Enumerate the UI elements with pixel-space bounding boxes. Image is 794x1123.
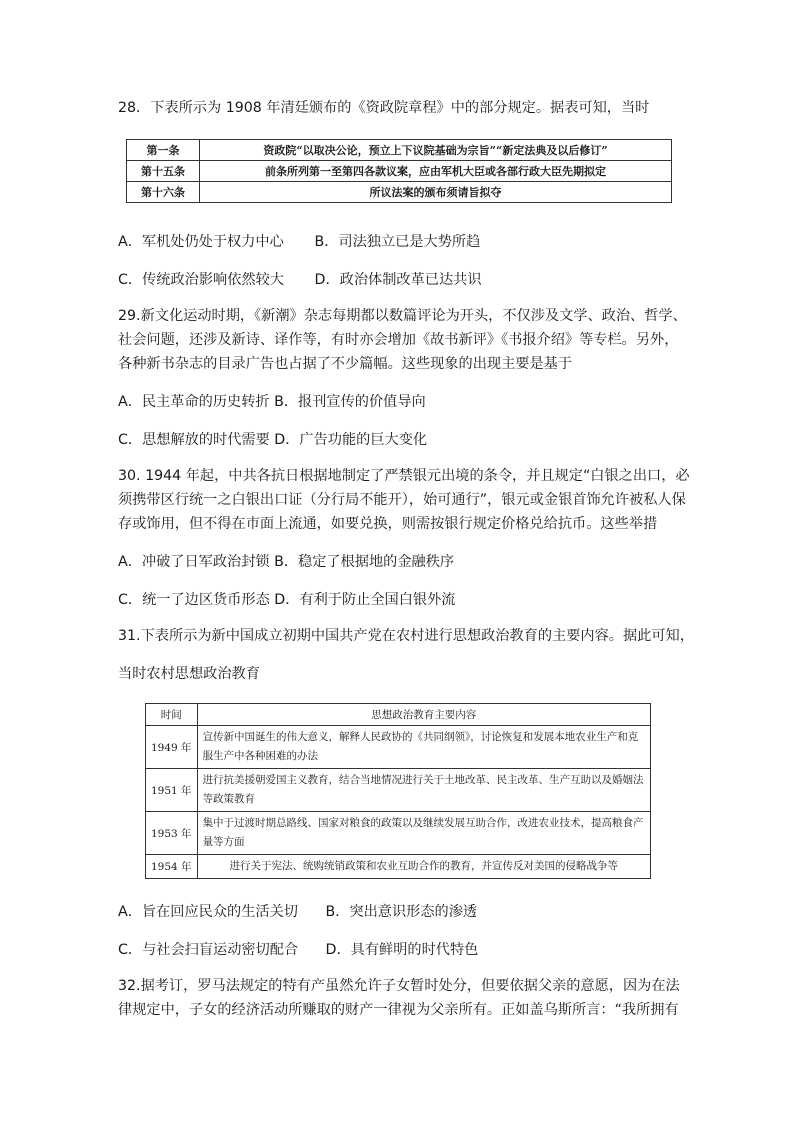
q31-options-row2 [118, 940, 478, 960]
table-row [127, 161, 672, 182]
q28-table [126, 139, 672, 203]
q29-line-3: 各种新书杂志的目录广告也占据了不少篇幅。这些现象的出现主要是基于 [118, 356, 573, 372]
q32-line-2: 律规定中，子女的经济活动所赚取的财产一律视为父亲所有。正如盖乌斯所言：“我所拥有 [118, 1002, 679, 1018]
table-cell: 第十六条 [127, 182, 200, 203]
table-cell: 资政院“以取决公论，预立上下议院基础为宗旨”“新定法典及以后修订” [200, 140, 672, 161]
table-header-cell: 思想政治教育主要内容 [197, 704, 650, 726]
q28-stem: 28．下表所示为 1908 年清廷颁布的《资政院章程》中的部分规定。据表可知，当时 [118, 100, 650, 116]
q31-options-row1 [118, 902, 477, 922]
table-cell: 所议法案的颁布须请旨拟夺 [200, 182, 672, 203]
q31-table [145, 703, 651, 879]
q29-line-1: 29.新文化运动时期，《新潮》杂志每期都以数篇评论为开头，不仅涉及文学、政治、哲学、 [118, 308, 687, 324]
option-a[interactable]: A．旨在回应民众的生活关切 [118, 904, 298, 920]
table-cell: 1954 年 [146, 855, 198, 879]
table-row [146, 855, 651, 879]
table-cell: 1951 年 [146, 769, 198, 812]
q30-line-3: 存或饰用，但不得在市面上流通，如要兑换，则需按银行规定价格兑给抗币。这些举措 [118, 516, 658, 532]
q30-line-1: 30. 1944 年起，中共各抗日根据地制定了严禁银元出境的条令，并且规定“白银之出口，必 [118, 468, 690, 484]
table-cell: 进行关于宪法、统购统销政策和农业互助合作的教育，并宣传反对美国的侵略战争等 [197, 855, 650, 879]
table-cell: 第十五条 [127, 161, 200, 182]
option-d[interactable]: D．具有鲜明的时代特色 [325, 942, 479, 958]
table-cell: 1953 年 [146, 812, 198, 855]
option-b[interactable]: B．突出意识形态的渗透 [325, 904, 478, 920]
table-header-row [146, 704, 651, 726]
table-row [146, 812, 651, 855]
option-b[interactable]: B．司法独立已是大势所趋 [314, 234, 481, 250]
table-cell: 进行抗美援朝爱国主义教育，结合当地情况进行关于土地改革、民主改革、生产互助以及婚姻法等政策教育 [197, 769, 650, 812]
table-row [146, 726, 651, 769]
option-d[interactable]: D．政治体制改革已达共识 [314, 272, 482, 288]
table-cell: 前条所列第一至第四各款议案，应由军机大臣或各部行政大臣先期拟定 [200, 161, 672, 182]
q32-line-1: 32.据考订，罗马法规定的特有产虽然允许子女暂时处分，但要依据父亲的意愿，因为在法 [118, 978, 680, 994]
table-row [146, 769, 651, 812]
option-c[interactable]: C．传统政治影响依然较大 [118, 272, 284, 288]
q30-line-2: 须携带区行统一之白银出口证（分行局不能开），始可通行”，银元或金银首饰允许被私人保 [118, 492, 686, 508]
table-cell: 1949 年 [146, 726, 198, 769]
option-a[interactable]: A．军机处仍处于权力中心 [118, 234, 284, 250]
table-cell: 第一条 [127, 140, 200, 161]
table-cell: 宣传新中国诞生的伟大意义，解释人民政协的《共同纲领》，讨论恢复和发展本地农业生产和克服生产中各种困难的办法 [197, 726, 650, 769]
q28-options-row1 [118, 232, 480, 252]
q29-options-row1[interactable]: A．民主革命的历史转折 B．报刊宣传的价值导向 [118, 394, 426, 410]
table-header-cell: 时间 [146, 704, 198, 726]
option-c[interactable]: C．与社会扫盲运动密切配合 [118, 942, 299, 958]
table-cell: 集中于过渡时期总路线、国家对粮食的政策以及继续发展互助合作，改进农业技术，提高粮食产量等方面 [197, 812, 650, 855]
table-row [127, 182, 672, 203]
q28-options-row2 [118, 270, 482, 290]
q30-options-row1[interactable]: A．冲破了日军政治封锁 B．稳定了根据地的金融秩序 [118, 554, 455, 570]
q29-options-row2[interactable]: C．思想解放的时代需要 D．广告功能的巨大变化 [118, 432, 428, 448]
q31-line-2: 当时农村思想政治教育 [118, 666, 260, 682]
q30-options-row2[interactable]: C．统一了边区货币形态 D．有利于防止全国白银外流 [118, 592, 456, 608]
table-row [127, 140, 672, 161]
q31-line-1: 31.下表所示为新中国成立初期中国共产党在农村进行思想政治教育的主要内容。据此可知， [118, 628, 694, 644]
q29-line-2: 社会问题，还涉及新诗、译作等，有时亦会增加《故书新评》《书报介绍》等专栏。另外， [118, 332, 679, 348]
